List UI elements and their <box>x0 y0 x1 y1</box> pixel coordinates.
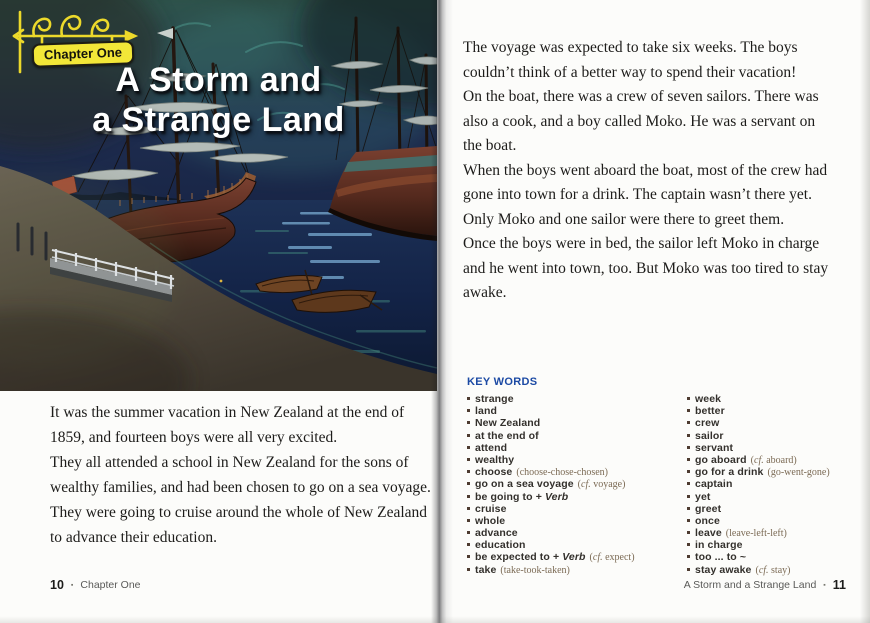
keyword-text: attend <box>475 441 508 454</box>
right-body-text <box>463 36 831 306</box>
bullet-square-icon <box>687 543 690 546</box>
keyword-text: education <box>475 539 526 552</box>
keyword-item <box>687 417 857 429</box>
keyword-text: once <box>695 514 720 527</box>
key-words-columns <box>467 393 857 576</box>
keyword-text: wealthy <box>475 453 515 466</box>
paragraph: Only Moko and one sailor were there to greet them. <box>463 210 785 228</box>
bullet-square-icon <box>687 495 690 498</box>
bullet-square-icon <box>467 434 470 437</box>
bullet-square-icon <box>687 531 690 534</box>
keyword-item <box>687 466 857 478</box>
keyword-item <box>467 466 687 478</box>
keyword-item <box>467 478 687 490</box>
keyword-item <box>687 491 857 503</box>
bullet-square-icon <box>467 543 470 546</box>
keyword-item <box>467 405 687 417</box>
keyword-text: at the end of <box>475 429 539 442</box>
bullet-square-icon <box>467 555 470 558</box>
bullet-square-icon <box>467 446 470 449</box>
keyword-item <box>687 478 857 490</box>
bullet-square-icon <box>687 519 690 522</box>
bullet-square-icon <box>467 421 470 424</box>
keyword-text: go aboard <box>695 453 747 466</box>
chapter-title-line2: a Strange Land <box>92 101 345 139</box>
keyword-note: (choose-chose-chosen) <box>516 467 609 479</box>
keyword-text: strange <box>475 393 514 405</box>
keyword-text: be going to + Verb <box>475 490 569 503</box>
bullet-square-icon <box>687 555 690 558</box>
footer-separator-icon: ▪ <box>823 581 826 589</box>
paragraph: The voyage was expected to take six weeks. The boys couldn’t think of a better way to spend their vacation! <box>463 39 798 81</box>
keyword-note: (take-took-taken) <box>500 564 570 576</box>
keyword-note: (cf. voyage) <box>577 479 626 491</box>
keyword-item <box>687 564 857 576</box>
keyword-text: servant <box>695 441 734 454</box>
bullet-square-icon <box>687 409 690 412</box>
footer-label: A Storm and a Strange Land <box>683 579 817 591</box>
bullet-square-icon <box>687 482 690 485</box>
keyword-note: (go-went-gone) <box>767 467 830 479</box>
paragraph: Once the boys were in bed, the sailor left Moko in charge and he went into town, too. But Moko was too tired to stay awake. <box>463 235 829 301</box>
keyword-item <box>467 442 687 454</box>
keyword-text: crew <box>695 417 720 430</box>
keyword-text: take <box>475 563 497 576</box>
chapter-title <box>0 60 437 140</box>
keyword-item <box>467 551 687 563</box>
keyword-text: New Zealand <box>475 417 541 430</box>
bullet-square-icon <box>687 397 690 400</box>
keyword-text: yet <box>695 490 711 503</box>
keyword-item <box>687 539 857 551</box>
keyword-text: week <box>695 393 722 405</box>
key-words-heading: KEY WORDS <box>467 376 538 388</box>
keyword-text: choose <box>475 466 513 479</box>
bullet-square-icon <box>687 470 690 473</box>
bullet-square-icon <box>467 507 470 510</box>
bullet-square-icon <box>687 421 690 424</box>
footer-separator-icon: ▪ <box>70 581 74 589</box>
bullet-square-icon <box>467 531 470 534</box>
keyword-text: stay awake <box>695 563 752 576</box>
keyword-text: greet <box>695 502 722 515</box>
cover-illustration <box>0 0 437 391</box>
keyword-item <box>467 564 687 576</box>
keyword-item <box>687 527 857 539</box>
keyword-item <box>467 454 687 466</box>
page-number: 11 <box>832 578 846 592</box>
keyword-text: go for a drink <box>695 466 764 479</box>
bullet-square-icon <box>467 458 470 461</box>
keyword-item <box>467 393 687 405</box>
keyword-text: too ... to ~ <box>695 551 747 564</box>
keyword-text: be expected to + Verb <box>475 551 586 564</box>
left-body-text <box>50 400 442 550</box>
page-number: 10 <box>50 578 64 592</box>
bullet-square-icon <box>467 470 470 473</box>
chapter-title-line1: A Storm and <box>115 61 322 99</box>
keyword-text: better <box>695 405 725 418</box>
keyword-item <box>467 539 687 551</box>
bullet-square-icon <box>687 434 690 437</box>
keyword-item <box>687 393 857 405</box>
right-page <box>443 0 870 623</box>
keyword-item <box>467 430 687 442</box>
keyword-item <box>687 430 857 442</box>
keyword-text: whole <box>475 514 506 527</box>
keyword-item <box>687 405 857 417</box>
keyword-item <box>687 442 857 454</box>
keyword-item <box>467 515 687 527</box>
keyword-text: cruise <box>475 502 507 515</box>
key-words-column-left <box>467 393 687 576</box>
paragraph: It was the summer vacation in New Zealand at the end of 1859, and fourteen boys were all very excited. <box>50 404 405 446</box>
bullet-square-icon <box>687 458 690 461</box>
bullet-square-icon <box>467 397 470 400</box>
keyword-text: go on a sea voyage <box>475 478 574 491</box>
chapter-badge: Chapter One <box>32 40 135 68</box>
keyword-item <box>467 417 687 429</box>
bullet-square-icon <box>467 409 470 412</box>
keyword-text: sailor <box>695 429 724 442</box>
keyword-text: land <box>475 405 497 418</box>
keyword-text: leave <box>695 527 722 540</box>
bullet-square-icon <box>467 519 470 522</box>
paragraph: They all attended a school in New Zealand for the sons of wealthy families, and had been chosen to go on a sea voyage. <box>50 454 431 496</box>
left-footer <box>50 578 141 592</box>
footer-label: Chapter One <box>80 579 141 591</box>
paragraph: When the boys went aboard the boat, most of the crew had gone into town for a drink. The captain wasn’t there yet. <box>463 161 828 203</box>
bullet-square-icon <box>467 568 470 571</box>
keyword-note: (cf. expect) <box>589 552 635 564</box>
keyword-item <box>467 503 687 515</box>
keyword-note: (cf. stay) <box>755 564 791 576</box>
keyword-item <box>687 454 857 466</box>
paragraph: They were going to cruise around the whole of New Zealand to advance their education. <box>50 504 428 546</box>
key-words-section <box>467 376 857 576</box>
keyword-item <box>467 527 687 539</box>
keyword-item <box>687 503 857 515</box>
paragraph: On the boat, there was a crew of seven sailors. There was also a cook, and a boy called Moko. He was a servant on the boat. <box>463 88 819 154</box>
key-words-column-right <box>687 393 857 576</box>
keyword-text: advance <box>475 527 518 540</box>
bullet-square-icon <box>687 446 690 449</box>
right-footer <box>684 578 846 592</box>
bullet-square-icon <box>687 568 690 571</box>
bullet-square-icon <box>467 482 470 485</box>
bullet-square-icon <box>687 507 690 510</box>
keyword-item <box>467 491 687 503</box>
keyword-item <box>687 515 857 527</box>
keyword-text: captain <box>695 478 733 491</box>
bullet-square-icon <box>467 495 470 498</box>
keyword-item <box>687 551 857 563</box>
keyword-note: (leave-left-left) <box>725 528 787 540</box>
keyword-text: in charge <box>695 539 743 552</box>
keyword-note: (cf. aboard) <box>750 454 797 466</box>
